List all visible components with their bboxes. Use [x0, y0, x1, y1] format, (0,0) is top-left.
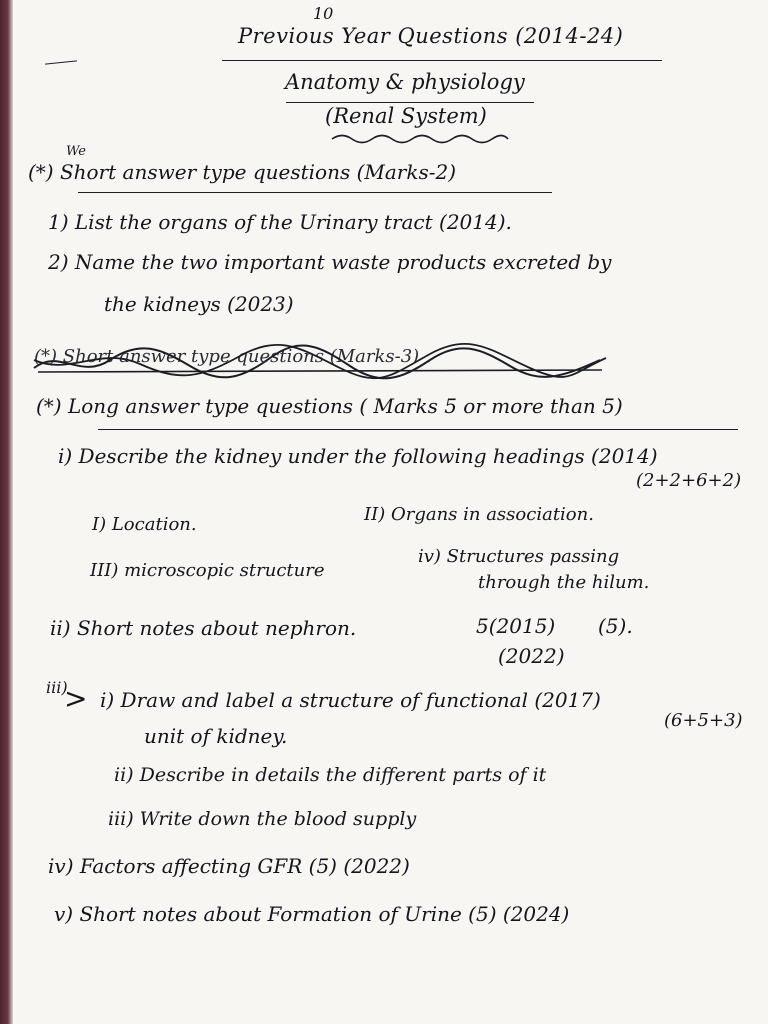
system-underline-squiggle — [330, 132, 510, 146]
subject-underline — [286, 102, 534, 103]
strike-scribble — [30, 340, 610, 384]
long-q1: i) Describe the kidney under the following headings (2014) — [58, 444, 658, 468]
long-q3-label: iii) — [46, 678, 68, 697]
long-q1-sub4-continued: through the hilum. — [478, 572, 650, 593]
short-q2-continued: the kidneys (2023) — [104, 292, 294, 316]
long-q3-marks: (6+5+3) — [664, 710, 743, 731]
title-underline — [222, 60, 662, 61]
title-superscript: 10 — [313, 4, 334, 23]
short-q2: 2) Name the two important waste products excreted by — [48, 250, 612, 274]
system-title: (Renal System) — [325, 104, 487, 128]
struck-heading: (*) Short answer type questions (Marks-3) — [34, 346, 420, 367]
long-q3-bracket: > — [64, 682, 88, 715]
long-q2-years: 5(2015) — [476, 614, 556, 638]
long-q1-sub3: III) microscopic structure — [90, 560, 325, 581]
long-q1-sub2: II) Organs in association. — [364, 504, 594, 525]
short-q1: 1) List the organs of the Urinary tract (2014). — [48, 210, 512, 234]
short-answer-heading: (*) Short answer type questions (Marks-2) — [28, 160, 457, 184]
caret-note: We — [66, 144, 86, 159]
long-q2-marks: (5). — [598, 614, 633, 638]
page-title: Previous Year Questions (2014-24) — [238, 24, 624, 48]
long-q3-sub3: iii) Write down the blood supply — [108, 808, 417, 830]
short-heading-underline — [78, 192, 552, 193]
long-q5: v) Short notes about Formation of Urine (5) (2024) — [54, 902, 570, 926]
long-heading-underline — [98, 429, 738, 430]
long-q2: ii) Short notes about nephron. — [50, 616, 357, 640]
long-q1-sub1: I) Location. — [92, 514, 197, 535]
long-q3-sub1: i) Draw and label a structure of functional (2017) — [100, 688, 601, 712]
long-q3-sub2: ii) Describe in details the different parts of it — [114, 764, 547, 786]
subject-title: Anatomy & physiology — [285, 70, 525, 94]
long-q1-marks: (2+2+6+2) — [636, 470, 742, 491]
long-q4: iv) Factors affecting GFR (5) (2022) — [48, 854, 410, 878]
long-q1-sub4: iv) Structures passing — [418, 546, 620, 567]
stray-pen-mark — [45, 60, 77, 64]
long-answer-heading: (*) Long answer type questions ( Marks 5 or more than 5) — [36, 394, 623, 418]
long-q2-year2: (2022) — [498, 644, 565, 668]
long-q3-sub1-continued: unit of kidney. — [144, 724, 288, 748]
paper-edge — [0, 0, 13, 1024]
